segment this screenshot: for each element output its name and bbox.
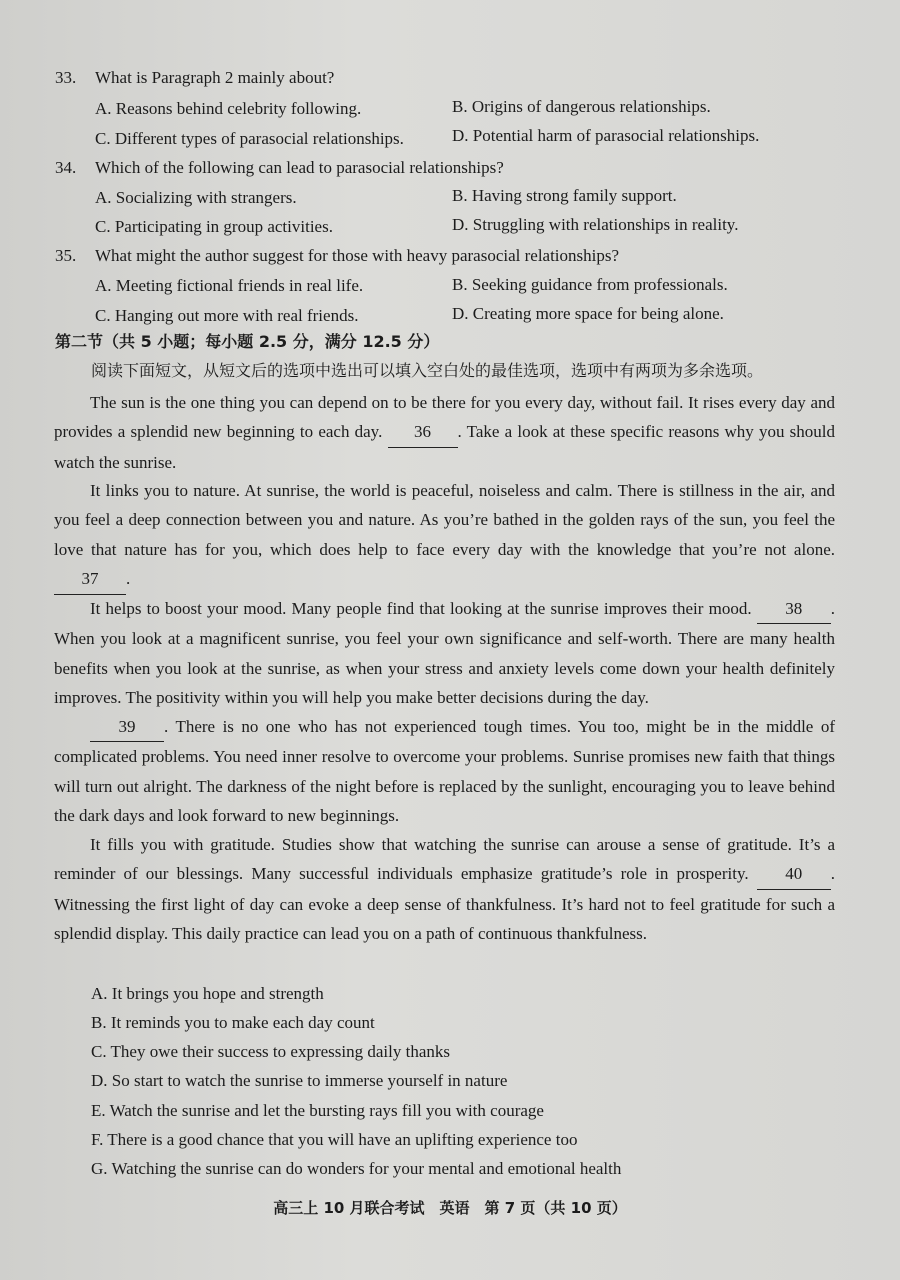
paragraph-text: . Take a look at these specific reasons why you should watch the sunrise. bbox=[54, 422, 836, 472]
option-33-c: C. Different types of parasocial relationships. bbox=[95, 129, 404, 148]
option-35-c: C. Hanging out more with real friends. bbox=[95, 306, 359, 325]
blank-37: 37 bbox=[54, 564, 126, 594]
blank-40: 40 bbox=[757, 859, 831, 889]
question-34 bbox=[55, 153, 504, 182]
option-33-a: A. Reasons behind celebrity following. bbox=[95, 99, 362, 118]
passage-paragraph-5 bbox=[54, 830, 835, 949]
passage-paragraph-1 bbox=[54, 388, 835, 477]
option-35-d: D. Creating more space for being alone. bbox=[452, 304, 724, 323]
choice-a: A. It brings you hope and strength bbox=[91, 984, 324, 1003]
choice-b: B. It reminds you to make each day count bbox=[91, 1013, 375, 1032]
passage-paragraph-3 bbox=[54, 594, 835, 713]
passage-paragraph-2 bbox=[54, 476, 835, 595]
question-stem: Which of the following can lead to parasocial relationships? bbox=[95, 158, 504, 177]
paragraph-text: . Witnessing the first light of day can evoke a deep sense of thankfulness. It’s hard not to feel gratitude for such a splendid display. This daily practice can lead you on a path of continuous thankfulness. bbox=[54, 864, 835, 944]
question-stem: What is Paragraph 2 mainly about? bbox=[95, 68, 335, 87]
choice-c: C. They owe their success to expressing daily thanks bbox=[91, 1042, 450, 1061]
blank-38: 38 bbox=[757, 594, 831, 624]
option-35-a: A. Meeting fictional friends in real life. bbox=[95, 276, 364, 295]
option-34-c: C. Participating in group activities. bbox=[95, 217, 333, 236]
option-34-d: D. Struggling with relationships in reality. bbox=[452, 215, 739, 234]
paragraph-text: It links you to nature. At sunrise, the world is peaceful, noiseless and calm. There is stillness in the air, and you feel a deep connection between you and nature. As you’re bathed in the golden rays of the sun, you feel the love that nature has for you, which does help to face every day with the knowledge that you’re not alone. bbox=[54, 481, 835, 559]
question-35 bbox=[55, 241, 619, 270]
question-number: 34. bbox=[55, 158, 77, 177]
option-33-d: D. Potential harm of parasocial relationships. bbox=[452, 126, 760, 145]
choice-g: G. Watching the sunrise can do wonders for your mental and emotional health bbox=[91, 1159, 622, 1178]
question-number: 33. bbox=[55, 68, 77, 87]
option-34-a: A. Socializing with strangers. bbox=[95, 188, 297, 207]
choice-f: F. There is a good chance that you will have an uplifting experience too bbox=[91, 1130, 578, 1149]
question-33 bbox=[55, 63, 334, 92]
paragraph-text: . There is no one who has not experienced tough times. You too, might be in the middle of complicated problems. You need inner resolve to overcome your problems. Sunrise promises new faith that things will turn out alright. The darkness of the night before is replaced by the sunlight, encouraging you to leave behind the dark days and look forward to new beginnings. bbox=[54, 717, 835, 826]
paragraph-text: The sun is the one thing you can depend on to be there for you every day, without fail. It rises every day and provides a splendid new beginning to each day. bbox=[54, 393, 835, 442]
page-footer: 高三上 10 月联合考试 英语 第 7 页（共 10 页） bbox=[273, 1199, 627, 1217]
paragraph-text: . When you look at a magnificent sunrise, you feel your own significance and self-worth. There are many health benefits when you look at the sunrise, as when your stress and anxiety levels come down your health definitely improves. The positivity within you will help you make better decisions during the day. bbox=[54, 599, 835, 708]
choice-d: D. So start to watch the sunrise to immerse yourself in nature bbox=[91, 1071, 508, 1090]
option-35-b: B. Seeking guidance from professionals. bbox=[452, 275, 728, 294]
section-instruction: 阅读下面短文，从短文后的选项中选出可以填入空白处的最佳选项，选项中有两项为多余选项。 bbox=[91, 361, 764, 380]
paragraph-text: It fills you with gratitude. Studies show that watching the sunrise can arouse a sense of gratitude. It’s a reminder of our blessings. Many successful individuals emphasize gratitude’s role in prosperity. bbox=[54, 835, 835, 884]
passage-paragraph-4 bbox=[54, 712, 835, 831]
option-34-b: B. Having strong family support. bbox=[452, 186, 677, 205]
section-title: 第二节（共 5 小题；每小题 2.5 分，满分 12.5 分） bbox=[55, 332, 440, 351]
question-stem: What might the author suggest for those with heavy parasocial relationships? bbox=[95, 246, 620, 265]
choice-e: E. Watch the sunrise and let the bursting rays fill you with courage bbox=[91, 1101, 544, 1120]
paragraph-text: It helps to boost your mood. Many people find that looking at the sunrise improves their mood. bbox=[90, 599, 752, 618]
option-33-b: B. Origins of dangerous relationships. bbox=[452, 97, 711, 116]
question-number: 35. bbox=[55, 246, 77, 265]
blank-36: 36 bbox=[388, 417, 458, 447]
paragraph-text: . bbox=[126, 569, 131, 589]
blank-39: 39 bbox=[90, 712, 164, 742]
